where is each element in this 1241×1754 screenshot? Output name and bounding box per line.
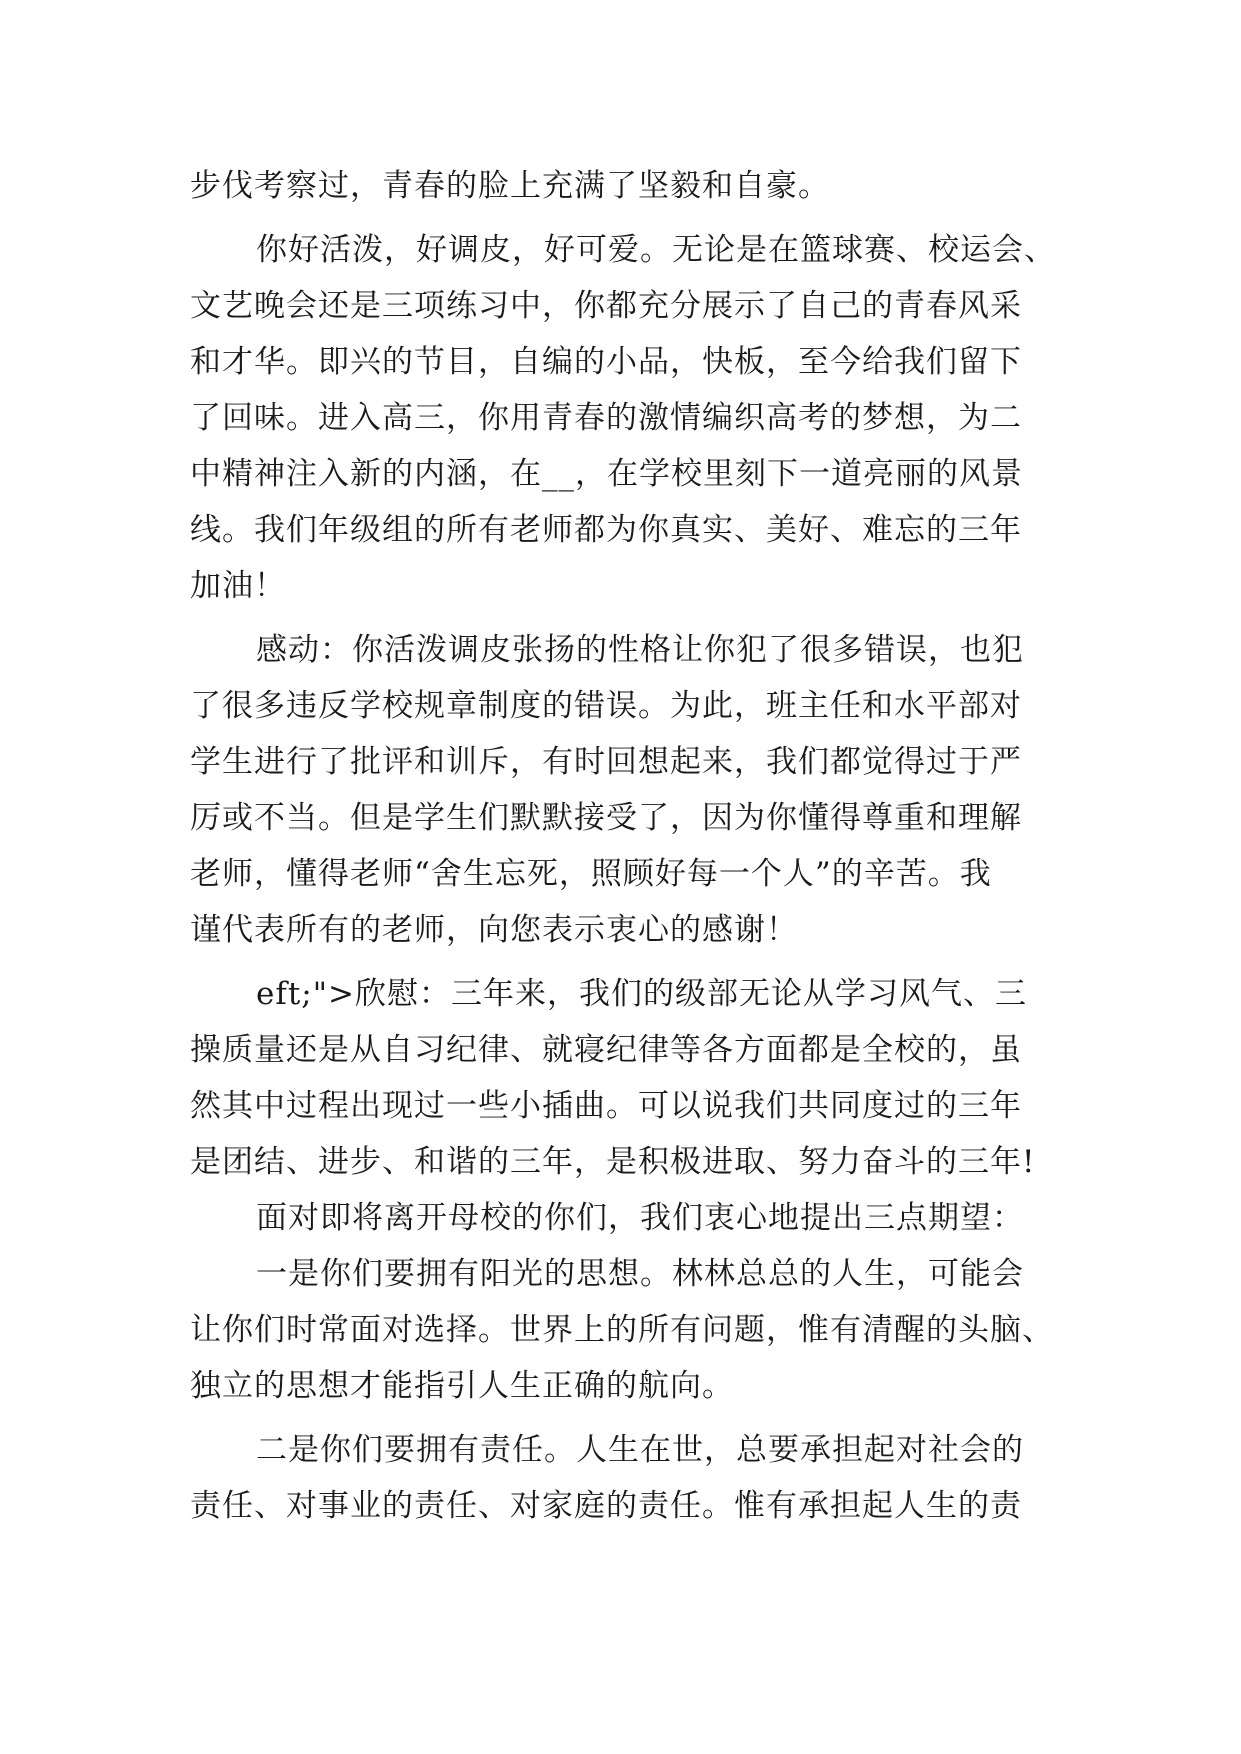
text-line: 责任、对事业的责任、对家庭的责任。惟有承担起人生的责 [190,1488,1022,1524]
text-line: 和才华。即兴的节目，自编的小品，快板，至今给我们留下 [190,344,1022,380]
paragraph-start-line: eft;">欣慰：三年来，我们的级部无论从学习风气、三 [256,976,1027,1012]
text-line: 了回味。进入高三，你用青春的激情编织高考的梦想，为二 [190,400,1022,436]
document-body [190,158,1056,1534]
text-line: 了很多违反学校规章制度的错误。为此，班主任和水平部对 [190,688,1022,724]
paragraph-start-line: 面对即将离开母校的你们，我们衷心地提出三点期望： [256,1200,1024,1236]
text-line: 谨代表所有的老师，向您表示衷心的感谢！ [190,912,798,948]
text-line: 中精神注入新的内涵，在__，在学校里刻下一道亮丽的风景 [190,456,1023,492]
paragraph-start-line: 二是你们要拥有责任。人生在世，总要承担起对社会的 [256,1432,1024,1468]
paragraph-start-line: 一是你们要拥有阳光的思想。林林总总的人生，可能会 [256,1256,1024,1292]
text-line: 操质量还是从自习纪律、就寝纪律等各方面都是全校的，虽 [190,1032,1022,1068]
text-line: 独立的思想才能指引人生正确的航向。 [190,1368,734,1404]
text-line: 加油！ [190,568,286,604]
text-line: 是团结、进步、和谐的三年，是积极进取、努力奋斗的三年! [190,1144,1036,1180]
text-line: 老师，懂得老师“舍生忘死，照顾好每一个人”的辛苦。我 [190,856,992,892]
text-line: 然其中过程出现过一些小插曲。可以说我们共同度过的三年 [190,1088,1022,1124]
paragraph-start-line: 感动：你活泼调皮张扬的性格让你犯了很多错误，也犯 [256,632,1024,668]
text-line: 线。我们年级组的所有老师都为你真实、美好、难忘的三年 [190,512,1022,548]
text-line: 厉或不当。但是学生们默默接受了，因为你懂得尊重和理解 [190,800,1022,836]
paragraph-start-line: 你好活泼，好调皮，好可爱。无论是在篮球赛、校运会、 [256,232,1056,268]
text-line: 文艺晚会还是三项练习中，你都充分展示了自己的青春风采 [190,288,1022,324]
text-line: 步伐考察过，青春的脸上充满了坚毅和自豪。 [190,168,830,204]
text-line: 让你们时常面对选择。世界上的所有问题，惟有清醒的头脑、 [190,1312,1054,1348]
text-line: 学生进行了批评和训斥，有时回想起来，我们都觉得过于严 [190,744,1022,780]
